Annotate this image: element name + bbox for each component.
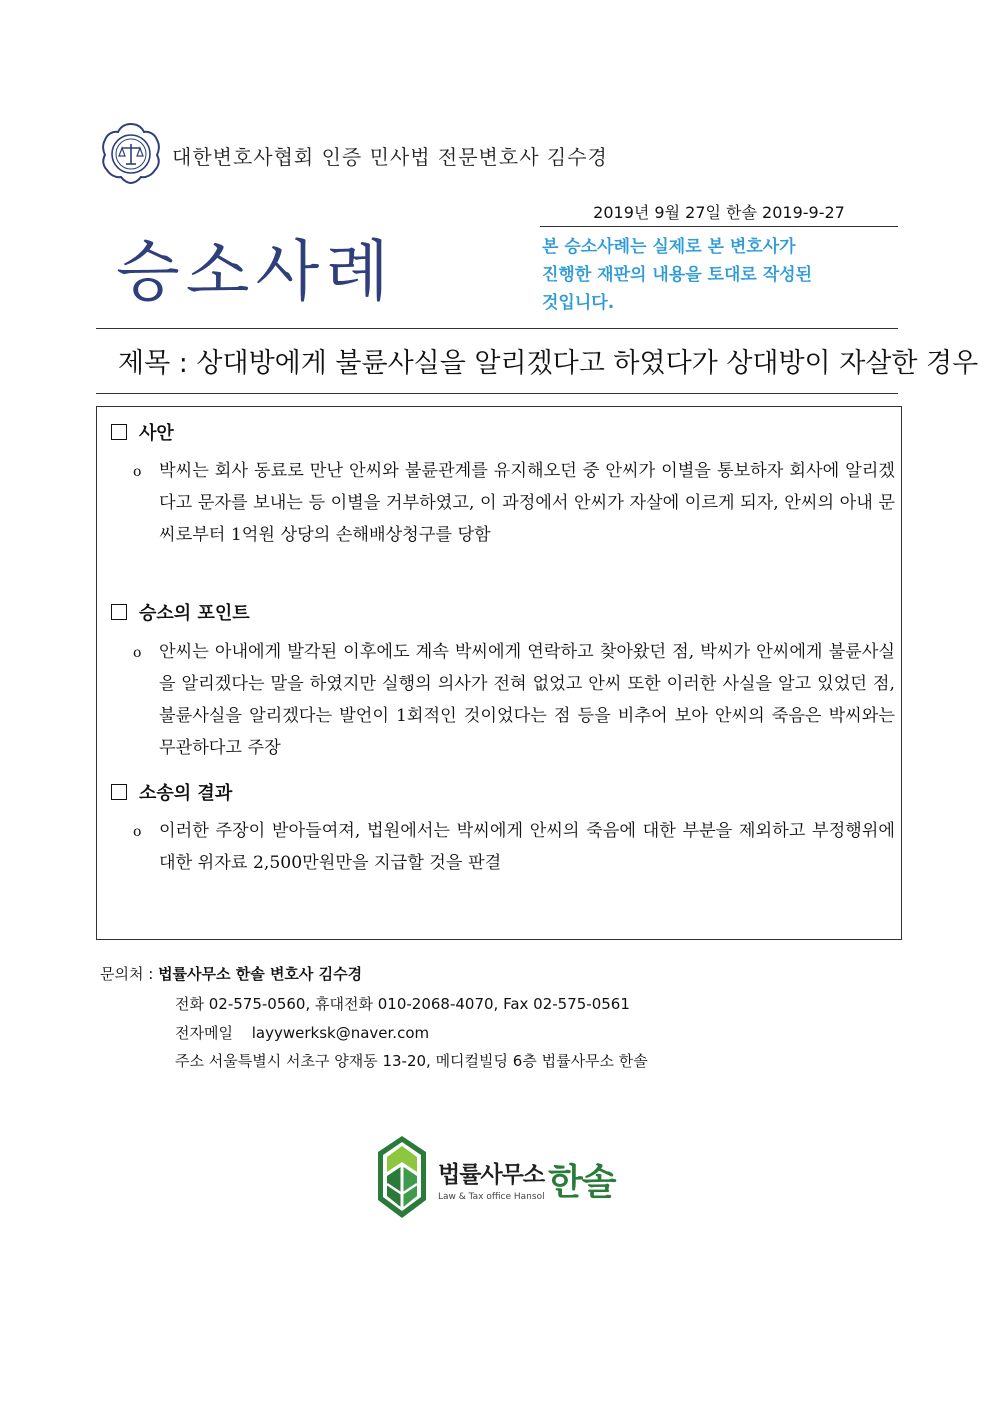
dateline: 2019년 9월 27일 한솔 2019-9-27	[540, 200, 898, 227]
section-text-result: 이러한 주장이 받아들여져, 법원에서는 박씨에게 안씨의 죽음에 대한 부분을 제외하고 부정행위에 대한 위자료 2,500만원만을 지급할 것을 판결	[159, 821, 895, 873]
checkbox-square-icon	[111, 424, 127, 440]
section-heading-winning-points: 승소의 포인트	[111, 599, 250, 625]
divider-top	[96, 328, 898, 329]
contact-address: 주소 서울특별시 서초구 양재동 13-20, 메디컬빌딩 6층 법률사무소 한솔	[175, 1052, 648, 1070]
case-summary-box	[96, 406, 902, 940]
email-address[interactable]: layywerksk@naver.com	[251, 1024, 430, 1042]
contact-phone: 전화 02-575-0560, 휴대전화 010-2068-4070, Fax 02-575-0561	[175, 995, 630, 1013]
contact-heading	[100, 963, 362, 984]
logo-english-text: Law & Tax office Hansol	[438, 1192, 545, 1202]
contact-office: 법률사무소 한솔 변호사 김수경	[158, 965, 363, 983]
section-heading-facts: 사안	[111, 419, 174, 445]
section-text-facts: 박씨는 회사 동료로 만난 안씨와 불륜관계를 유지해오던 중 안씨가 이별을 통보하자 회사에 알리겠다고 문자를 보내는 등 이별을 거부하였고, 이 과정에서 안씨가 자살에 이르게 되자, 안씨의 아내 문씨로부터 1억원 상당의 손해배상청구를 당함	[159, 461, 895, 545]
notice-line: 것입니다.	[542, 293, 615, 313]
bullet-icon: ο	[133, 824, 142, 840]
checkbox-square-icon	[111, 784, 127, 800]
page-title: 승소사례	[116, 233, 396, 310]
notice-line: 진행한 재판의 내용을 토대로 작성된	[542, 265, 813, 285]
contact-label: 문의처 :	[100, 965, 159, 983]
checkbox-square-icon	[111, 604, 127, 620]
divider-bottom	[96, 393, 898, 394]
email-label: 전자메일	[175, 1024, 233, 1042]
section-heading-result: 소송의 결과	[111, 779, 232, 805]
bullet-icon: ο	[133, 645, 142, 661]
contact-email-row	[175, 1022, 429, 1043]
logo-korean-text: 법률사무소	[438, 1162, 545, 1188]
association-line: 대한변호사협회 인증 민사법 전문변호사 김수경	[172, 145, 608, 169]
notice-line: 본 승소사례는 실제로 본 변호사가	[542, 237, 796, 257]
hansol-leaf-logo-icon	[374, 1134, 430, 1220]
bullet-icon: ο	[133, 464, 142, 480]
section-text-winning-points: 안씨는 아내에게 발각된 이후에도 계속 박씨에게 연락하고 찾아왔던 점, 박씨가 안씨에게 불륜사실을 알리겠다는 말을 하였지만 실행의 의사가 전혀 없었고 안씨 또한 이러한 사실을 알고 있었던 점, 불륜사실을 알리겠다는 발언이 1회적인 것이었다는 점 등을 비추어 보아 안씨의 죽음은 박씨와는 무관하다고 주장	[159, 642, 895, 758]
authenticity-notice	[542, 233, 882, 317]
bar-association-emblem-icon	[100, 122, 162, 184]
logo-brand-text: 한솔	[548, 1162, 616, 1203]
case-subject: 제목 : 상대방에게 불륜사실을 알리겠다고 하였다가 상대방이 자살한 경우	[118, 348, 979, 379]
